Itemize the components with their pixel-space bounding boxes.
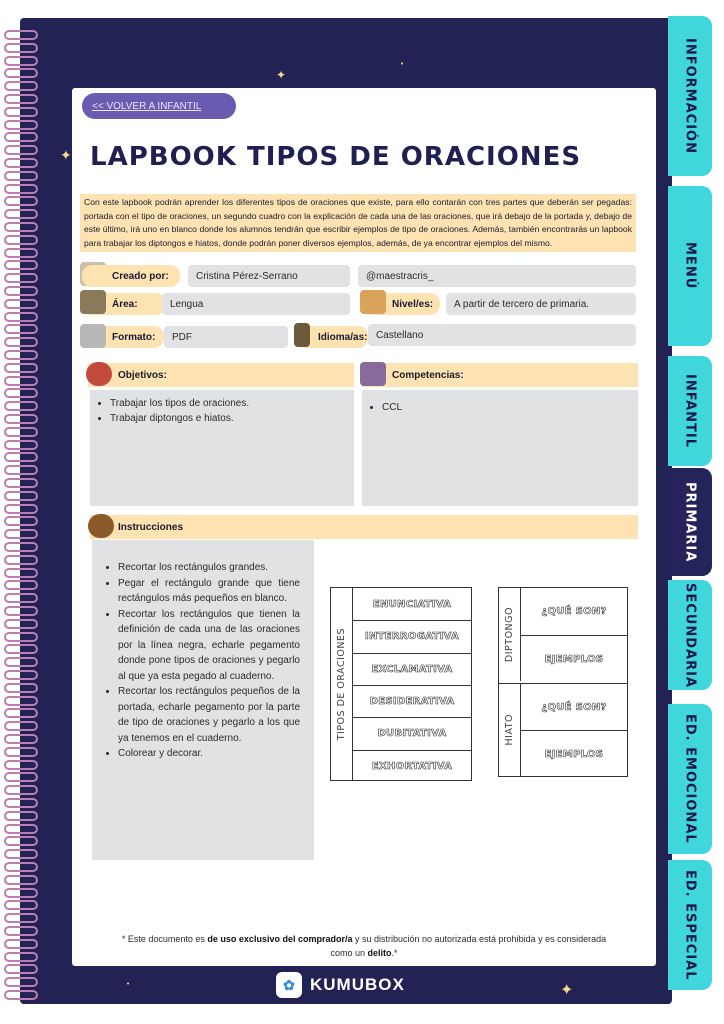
spiral-ring (4, 260, 38, 270)
tab-ed-especial[interactable] (668, 860, 712, 990)
spiral-ring (4, 248, 38, 258)
spiral-ring (4, 388, 38, 398)
spiral-ring (4, 657, 38, 667)
spiral-ring (4, 184, 38, 194)
spiral-ring (4, 43, 38, 53)
spiral-ring (4, 990, 38, 1000)
formato-value: PDF (164, 326, 288, 348)
spiral-ring (4, 542, 38, 552)
spiral-ring (4, 401, 38, 411)
kumubox-logo-icon: ✿ (276, 972, 302, 998)
spiral-ring (4, 683, 38, 693)
spiral-ring (4, 68, 38, 78)
lapbook-cell-oracion: INTERROGATIVA (353, 620, 471, 652)
spiral-ring (4, 644, 38, 654)
spiral-ring (4, 120, 38, 130)
star-icon: ✦ (560, 980, 574, 999)
spiral-ring (4, 619, 38, 629)
spiral-ring (4, 222, 38, 232)
formato-label: Formato: (82, 326, 164, 348)
spiral-ring (4, 363, 38, 373)
spiral-ring (4, 926, 38, 936)
spiral-ring (4, 849, 38, 859)
spiral-ring (4, 286, 38, 296)
objetivo-item: • Trabajar diptongos e hiatos. (110, 411, 354, 426)
spiral-ring (4, 606, 38, 616)
tab-label: INFORMACIÓN (682, 38, 698, 154)
spiral-ring (4, 414, 38, 424)
spiral-ring (4, 798, 38, 808)
spiral-ring (4, 81, 38, 91)
tab-primaria[interactable] (668, 468, 712, 576)
tab-label: ED. ESPECIAL (682, 869, 698, 981)
competencia-item: • CCL (382, 400, 638, 415)
spiral-ring (4, 235, 38, 245)
instruccion-item: • Colorear y decorar. (118, 746, 300, 762)
spiral-ring (4, 632, 38, 642)
tab-menu[interactable] (668, 186, 712, 346)
tab-informacion[interactable] (668, 16, 712, 176)
lapbook-cell-que-son: ¿QUÉ SON? (521, 683, 627, 730)
level-icon (360, 290, 386, 314)
lapbook-cell-oracion: DESIDERATIVA (353, 685, 471, 717)
instruccion-item: • Recortar los rectángulos grandes. (118, 560, 300, 576)
tab-infantil[interactable] (668, 356, 712, 466)
lapbook-cell-que-son: ¿QUÉ SON? (541, 606, 607, 617)
instrucciones-box (92, 540, 314, 860)
spiral-ring (4, 107, 38, 117)
idioma-label: Idioma/as: (298, 326, 368, 348)
spiral-ring (4, 209, 38, 219)
creado-handle: @maestracris_ (358, 265, 636, 287)
spiral-ring (4, 952, 38, 962)
area-value: Lengua (162, 293, 350, 315)
tab-ed-emocional[interactable] (668, 704, 712, 854)
page-title: LAPBOOK TIPOS DE ORACIONES (90, 142, 582, 172)
spiral-ring (4, 939, 38, 949)
objetivos-box (90, 390, 354, 506)
spiral-ring (4, 568, 38, 578)
nivel-label: Nivel/es: (362, 293, 440, 315)
instruccion-item: • Recortar los rectángulos pequeños de la portada, echarle pegamento por la parte de tipo de oraciones y pegarlo a los que ya tenemos en el cuaderno. (118, 684, 300, 746)
spiral-ring (4, 670, 38, 680)
spiral-ring (4, 555, 38, 565)
lapbook-oraciones (330, 587, 472, 781)
spiral-ring (4, 273, 38, 283)
spiral-ring (4, 900, 38, 910)
lapbook-cell-oracion: EXHORTATIVA (353, 750, 471, 782)
lapbook-cell-oracion: EXCLAMATIVA (353, 653, 471, 685)
books-shelf-icon (360, 362, 386, 386)
document-sheet (72, 88, 656, 966)
objetivo-item: • Trabajar los tipos de oraciones. (110, 396, 354, 411)
spiral-ring (4, 580, 38, 590)
lapbook-cell-ejemplos: EJEMPLOS (521, 635, 627, 683)
spiral-ring (4, 529, 38, 539)
spiral-ring (4, 337, 38, 347)
tab-label: MENÚ (682, 242, 698, 290)
side-tabs (668, 14, 724, 1014)
competencias-list (362, 390, 638, 415)
competencias-header: Competencias: (362, 363, 638, 387)
spiral-ring (4, 760, 38, 770)
spiral-ring (4, 913, 38, 923)
spiral-ring (4, 875, 38, 885)
spiral-ring (4, 324, 38, 334)
creado-label: Creado por: (82, 265, 180, 287)
spiral-ring (4, 747, 38, 757)
instrucciones-header: Instrucciones (90, 515, 638, 539)
star-icon: • (126, 980, 131, 988)
objetivos-list (90, 390, 354, 426)
spiral-ring (4, 964, 38, 974)
area-label: Área: (82, 293, 166, 315)
lapbook-side-hiato: HIATO (499, 683, 521, 776)
star-icon: ✦ (60, 148, 72, 164)
spiral-ring (4, 836, 38, 846)
lapbook-cell-oracion: ENUNCIATIVA (372, 598, 452, 610)
spiral-binding (4, 30, 40, 1000)
idioma-value: Castellano (368, 324, 636, 346)
spiral-ring (4, 593, 38, 603)
microphone-icon (294, 323, 310, 347)
kumubox-brand[interactable] (276, 970, 405, 1000)
star-icon: • (400, 60, 405, 68)
instruccion-item: • Pegar el rectángulo grande que tiene rectángulos más pequeños en blanco. (118, 576, 300, 607)
tab-label: SECUNDARIA (682, 582, 698, 688)
spiral-ring (4, 977, 38, 987)
competencias-box (362, 390, 638, 506)
spiral-ring (4, 452, 38, 462)
spiral-ring (4, 30, 38, 40)
spiral-ring (4, 824, 38, 834)
star-icon: ✦ (276, 68, 287, 82)
spiral-ring (4, 56, 38, 66)
objetivos-header: Objetivos: (88, 363, 354, 387)
tab-label: PRIMARIA (682, 481, 698, 563)
gear-icon (88, 514, 114, 538)
spiral-ring (4, 888, 38, 898)
spiral-ring (4, 504, 38, 514)
spiral-ring (4, 132, 38, 142)
lapbook-cell-oracion: DUBITATIVA (353, 717, 471, 749)
spiral-ring (4, 491, 38, 501)
back-to-infantil-link[interactable]: << VOLVER A INFANTIL (82, 93, 236, 119)
spiral-ring (4, 785, 38, 795)
spiral-ring (4, 811, 38, 821)
creado-value: Cristina Pérez-Serrano (188, 265, 350, 287)
tab-label: INFANTIL (682, 373, 698, 449)
spiral-ring (4, 299, 38, 309)
spiral-ring (4, 516, 38, 526)
target-icon (86, 362, 112, 386)
spiral-ring (4, 196, 38, 206)
spiral-ring (4, 376, 38, 386)
spiral-ring (4, 171, 38, 181)
spiral-ring (4, 708, 38, 718)
spiral-ring (4, 478, 38, 488)
lapbook-diptongo-hiato (498, 587, 628, 777)
description: Con este lapbook podrán aprender los diferentes tipos de oraciones que existe, para ello contarán con tres partes que deberán ser pegadas: portada con el tipo de oraciones, un segundo cuadro con la explicación de cada una de las oraciones, que irá debajo de la portada y, debajo de este último, irá uno en blanco donde los alumnos tendrán que escribir ejemplos de tipo de oraciones. Además, también encontrarás un lapbook para trabajar los diptongos e hiatos, donde podrán poner diversos ejemplos, además, de ya encontrar ejemplos del mismo. (80, 194, 636, 252)
books-icon (80, 290, 106, 314)
spiral-ring (4, 312, 38, 322)
lapbook-side-label: TIPOS DE ORACIONES (331, 588, 353, 780)
spiral-ring (4, 721, 38, 731)
spiral-ring (4, 862, 38, 872)
spiral-ring (4, 94, 38, 104)
spiral-ring (4, 440, 38, 450)
instruccion-item: • Recortar los rectángulos que tienen la definición de cada una de las oraciones por la línea negra, echarle pegamento donde pone tipos de oraciones y pegarlo al que ya esta pegado al cuaderno. (118, 607, 300, 685)
lapbook-cell-ejemplos: EJEMPLOS (521, 730, 627, 778)
tab-secundaria[interactable] (668, 580, 712, 690)
spiral-ring (4, 772, 38, 782)
instrucciones-list (102, 560, 300, 762)
lapbook-side-diptongo: DIPTONGO (499, 588, 521, 681)
spiral-ring (4, 145, 38, 155)
spiral-ring (4, 158, 38, 168)
nivel-value: A partir de tercero de primaria. (446, 293, 636, 315)
spiral-ring (4, 734, 38, 744)
spiral-ring (4, 427, 38, 437)
spiral-ring (4, 696, 38, 706)
spiral-ring (4, 465, 38, 475)
tab-label: ED. EMOCIONAL (682, 714, 698, 844)
spiral-ring (4, 350, 38, 360)
brand-name: KUMUBOX (310, 975, 405, 994)
laptop-icon (80, 324, 106, 348)
copyright-note: * Este documento es de uso exclusivo del comprador/a y su distribución no autorizada está prohibida y es considerada como un delito.* (121, 934, 607, 958)
